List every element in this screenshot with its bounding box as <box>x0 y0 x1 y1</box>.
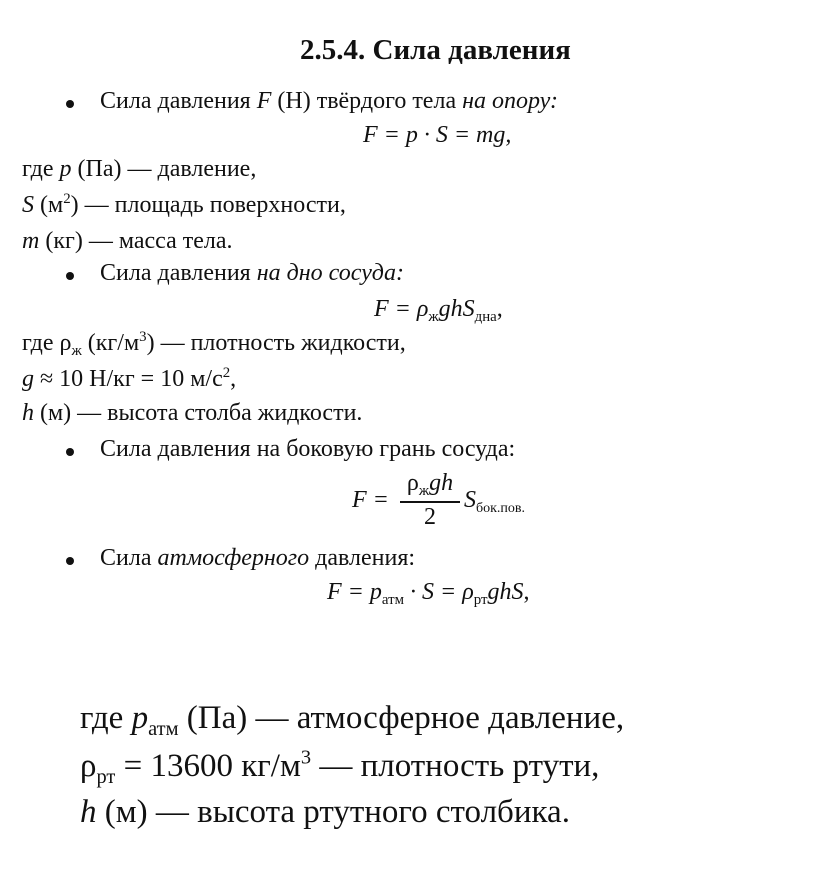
fraction-denominator: 2 <box>424 504 436 530</box>
bullet-side-force: Сила давления на боковую грань сосуда: <box>100 436 516 462</box>
where-line-area: S $(м^2)$ — площадь поверхности, <box>22 191 346 218</box>
where-line-mass: m (кг) — масса тела. <box>22 228 233 254</box>
fraction <box>400 470 460 536</box>
formula-support-force: F = p · S = mg, <box>363 122 512 148</box>
bullet-marker <box>66 100 74 108</box>
bullet-support-force: Сила давления F (Н) твёрдого тела на опору: <box>100 88 559 114</box>
where-line-mercury-density: $\rho_{рт} = 13600$ $кг/м^3$ — плотность ртути, <box>80 746 600 789</box>
where-line-mercury-height: h (м) — высота ртутного столбика. <box>80 794 570 830</box>
fraction-bar <box>400 501 460 503</box>
where-line-gravity: g ≈ 10 Н/кг = 10 $м/с^2$, <box>22 365 237 392</box>
bullet-marker <box>66 272 74 280</box>
formula-side-force: F = $\rho_жgh$ 2 $S_{бок.пов.}$ <box>352 470 572 536</box>
formula-atmospheric-force: $F = p_{атм} \cdot S = \rho_{рт}ghS$, <box>327 579 530 609</box>
formula-bottom-force: $F = \rho_жghS_{дна}$, <box>374 296 503 326</box>
where-line-atm-pressure: где $p_{атм}$ (Па) — атмосферное давление, <box>80 700 625 741</box>
bullet-marker <box>66 557 74 565</box>
section-title: 2.5.4. Сила давления <box>300 34 571 66</box>
bullet-bottom-force: Сила давления на дно сосуда: <box>100 260 404 286</box>
fraction-numerator: $\rho_жgh$ <box>406 470 454 500</box>
bullet-marker <box>66 448 74 456</box>
where-line-pressure: где p (Па) — давление, <box>22 156 257 182</box>
where-line-density: где $\rho_ж$ $(кг/м^3)$ — плотность жидкости, <box>22 329 406 360</box>
where-line-height: h (м) — высота столба жидкости. <box>22 400 363 426</box>
bullet-atmospheric-force: Сила атмосферного давления: <box>100 545 416 571</box>
